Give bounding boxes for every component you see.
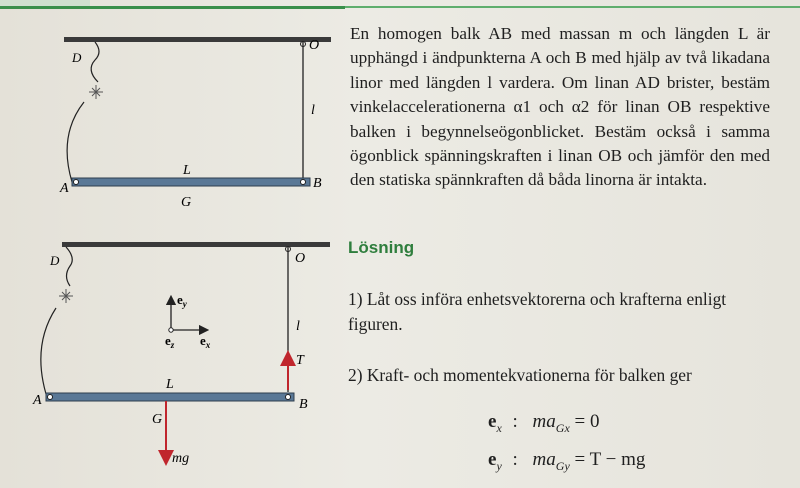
label-mg: mg: [172, 451, 190, 466]
eq1-lhs: ma: [532, 411, 556, 432]
break-icon-2: [59, 289, 73, 303]
label-g-2: G: [152, 412, 163, 427]
eq2-vector: e: [488, 449, 497, 470]
rope-ad-upper-2: [66, 247, 72, 286]
rope-ad-upper-1: [91, 42, 99, 82]
solution-step-1: 1) Låt oss införa enhetsvektorerna och krafterna enligt figuren.: [348, 289, 727, 334]
solution-heading: Lösning: [348, 238, 415, 257]
eq2-rhs: = T − mg: [574, 449, 646, 470]
eq1-vector-sub: x: [496, 420, 502, 435]
ceiling-1: [64, 37, 331, 42]
eq2-lhs-sub: Gy: [555, 458, 570, 473]
label-o-1: O: [309, 38, 320, 53]
figure-1: [59, 37, 331, 210]
label-L-2: L: [166, 377, 174, 392]
label-a-1: A: [60, 181, 69, 196]
rope-ad-lower-2: [41, 308, 56, 394]
label-o-2: O: [295, 251, 306, 266]
problem-text: En homogen balk AB med massan m och längden L är upphängd i ändpunkterna A och B med hjälp av två likadana linor med längden l vardera. Om linan AD brister, bestäm vinkelaccelerationerna α1 och α2 för linan OB respektive balken i begynnelseögonblicket. Bestäm också i samma ögonblick spänningskraften i linan OB och jämför den med den statiska spännkraften då båda linorna är intakta.: [350, 24, 770, 190]
label-l-2: l: [296, 319, 300, 334]
pin-a-2: [48, 395, 53, 400]
label-L-1: L: [183, 163, 191, 178]
label-b-2: B: [299, 397, 308, 412]
equation-y: $e_y$ : $ma_{Gy} = T$ − mg: [488, 449, 646, 473]
eq1-vector: e: [488, 411, 497, 432]
beam-2: [46, 393, 294, 401]
eq1-lhs-sub: Gx: [555, 420, 570, 435]
label-g-1: G: [181, 195, 192, 210]
label-ez: $e_z$: [165, 333, 175, 350]
label-t: T: [296, 353, 304, 368]
label-ex: $e_x$: [200, 333, 211, 350]
break-icon-1: [89, 85, 103, 99]
problem-statement: [350, 22, 770, 193]
equation-x: $e_x$ : $ma_{Gx} = 0$: [488, 411, 600, 435]
label-d-2: D: [50, 253, 60, 268]
eq1-rhs: = 0: [574, 411, 600, 432]
ez-dot: [169, 328, 173, 332]
figure-2: [32, 242, 330, 466]
pin-b-2: [286, 395, 291, 400]
solution-step-2: 2) Kraft- och momentekvationerna för balken ger: [348, 365, 692, 385]
eq2-vector-sub: y: [496, 458, 502, 473]
label-l-1: l: [311, 103, 315, 118]
label-d-1: D: [72, 50, 82, 65]
rope-ad-lower-1: [67, 102, 84, 182]
label-b-1: B: [313, 176, 322, 191]
ceiling-2: [62, 242, 330, 247]
beam-1: [72, 178, 310, 186]
label-ey: $e_y$: [177, 292, 187, 309]
pin-a-1: [74, 180, 79, 185]
pin-b-1: [301, 180, 306, 185]
label-a-2: A: [33, 393, 42, 408]
eq2-lhs: ma: [532, 449, 556, 470]
